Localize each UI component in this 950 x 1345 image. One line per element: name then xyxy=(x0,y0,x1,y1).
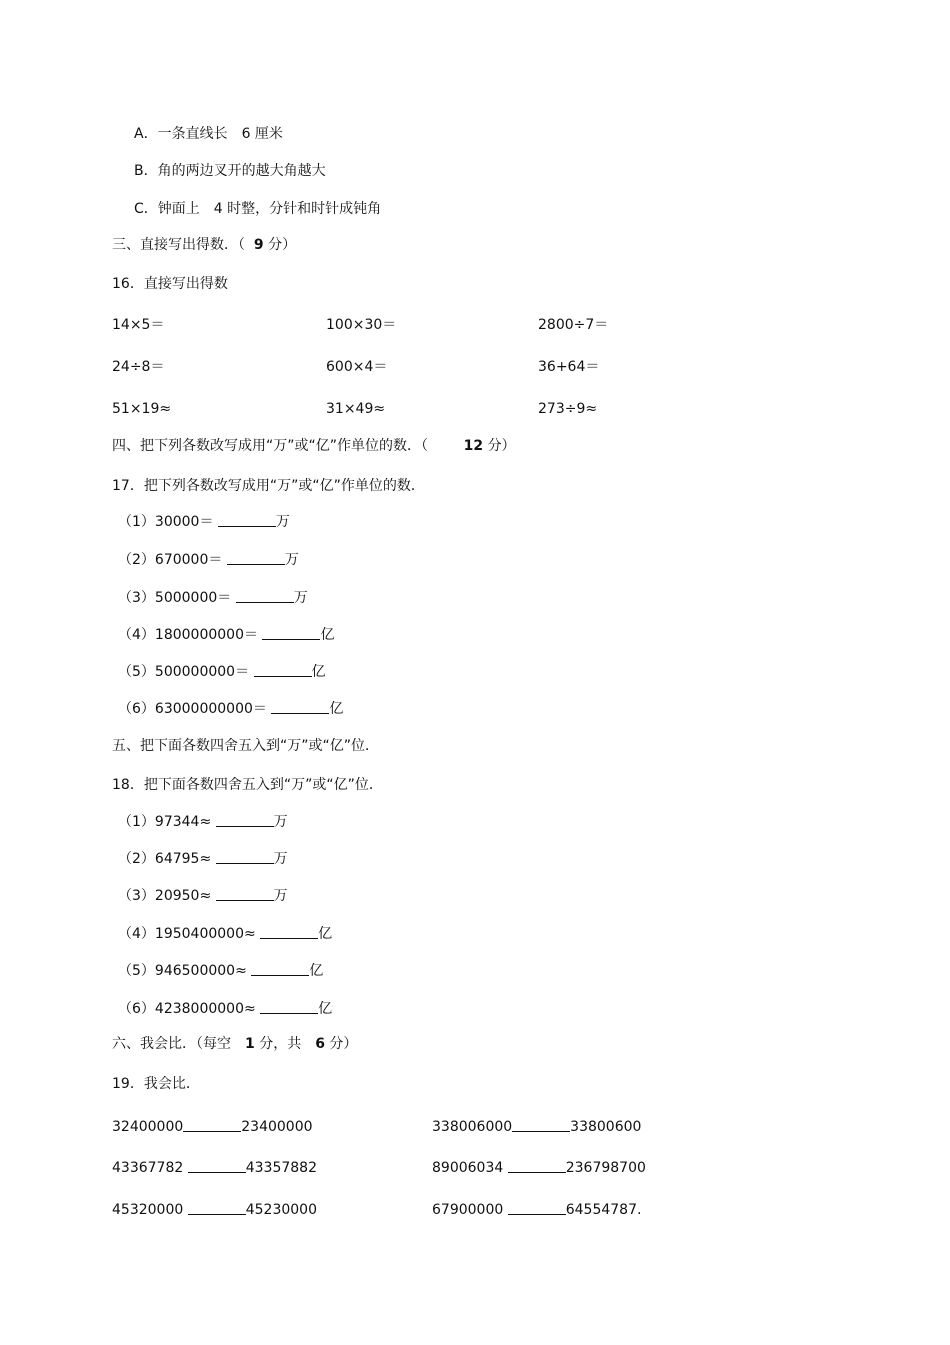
section-5-heading: 五、把下面各数四舍五入到“万”或“亿”位． xyxy=(112,738,380,754)
section-3-heading: 三、直接写出得数．（ 9 分） xyxy=(112,237,297,253)
answer-blank[interactable] xyxy=(216,849,274,864)
option-a: A．一条直线长 6 厘米 xyxy=(134,126,283,142)
answer-blank[interactable] xyxy=(260,924,318,939)
convert-item: （4）1800000000＝ 亿 xyxy=(118,627,335,643)
calc-item: 600×4＝ xyxy=(326,359,388,375)
option-b: B．角的两边叉开的越大角越大 xyxy=(134,163,326,179)
compare-item: 45320000 45230000 xyxy=(112,1202,317,1218)
calc-item: 31×49≈ xyxy=(326,401,386,417)
answer-blank[interactable] xyxy=(216,886,274,901)
round-item: （1）97344≈ 万 xyxy=(118,814,288,830)
answer-blank[interactable] xyxy=(262,625,320,640)
convert-item: （6）63000000000＝ 亿 xyxy=(118,701,344,717)
compare-item: 32400000 23400000 xyxy=(112,1119,313,1135)
compare-blank[interactable] xyxy=(188,1158,246,1173)
option-c: C．钟面上 4 时整，分针和时针成钝角 xyxy=(134,201,382,217)
question-17-title: 17．把下列各数改写成用“万”或“亿”作单位的数． xyxy=(112,478,425,494)
round-item: （5）946500000≈ 亿 xyxy=(118,963,324,979)
round-item: （4）1950400000≈ 亿 xyxy=(118,926,333,942)
compare-blank[interactable] xyxy=(183,1117,241,1132)
calc-item: 24÷8＝ xyxy=(112,359,165,375)
calc-item: 14×5＝ xyxy=(112,317,165,333)
answer-blank[interactable] xyxy=(251,961,309,976)
section-6-heading: 六、我会比．（每空 1 分，共 6 分） xyxy=(112,1036,358,1052)
compare-blank[interactable] xyxy=(512,1117,570,1132)
compare-item: 67900000 64554787. xyxy=(432,1202,642,1218)
compare-item: 338006000 33800600 xyxy=(432,1119,642,1135)
convert-item: （3）5000000＝ 万 xyxy=(118,590,308,606)
compare-blank[interactable] xyxy=(188,1200,246,1215)
round-item: （2）64795≈ 万 xyxy=(118,851,288,867)
calc-item: 2800÷7＝ xyxy=(538,317,609,333)
compare-item: 89006034 236798700 xyxy=(432,1160,646,1176)
answer-blank[interactable] xyxy=(216,812,274,827)
question-18-title: 18．把下面各数四舍五入到“万”或“亿”位． xyxy=(112,777,383,793)
question-16-title: 16．直接写出得数 xyxy=(112,276,228,292)
convert-item: （5）500000000＝ 亿 xyxy=(118,664,326,680)
answer-blank[interactable] xyxy=(218,512,276,527)
compare-item: 43367782 43357882 xyxy=(112,1160,317,1176)
convert-item: （1）30000＝ 万 xyxy=(118,514,290,530)
round-item: （3）20950≈ 万 xyxy=(118,888,288,904)
question-19-title: 19．我会比． xyxy=(112,1076,200,1092)
calc-item: 36+64＝ xyxy=(538,359,600,375)
answer-blank[interactable] xyxy=(227,550,285,565)
calc-item: 273÷9≈ xyxy=(538,401,598,417)
convert-item: （2）670000＝ 万 xyxy=(118,552,299,568)
answer-blank[interactable] xyxy=(271,699,329,714)
compare-blank[interactable] xyxy=(508,1200,566,1215)
round-item: （6）4238000000≈ 亿 xyxy=(118,1001,333,1017)
compare-blank[interactable] xyxy=(508,1158,566,1173)
answer-blank[interactable] xyxy=(254,662,312,677)
calc-item: 51×19≈ xyxy=(112,401,172,417)
calc-item: 100×30＝ xyxy=(326,317,397,333)
answer-blank[interactable] xyxy=(260,999,318,1014)
section-4-heading: 四、把下列各数改写成用“万”或“亿”作单位的数．（ 12 分） xyxy=(112,438,516,454)
answer-blank[interactable] xyxy=(236,588,294,603)
